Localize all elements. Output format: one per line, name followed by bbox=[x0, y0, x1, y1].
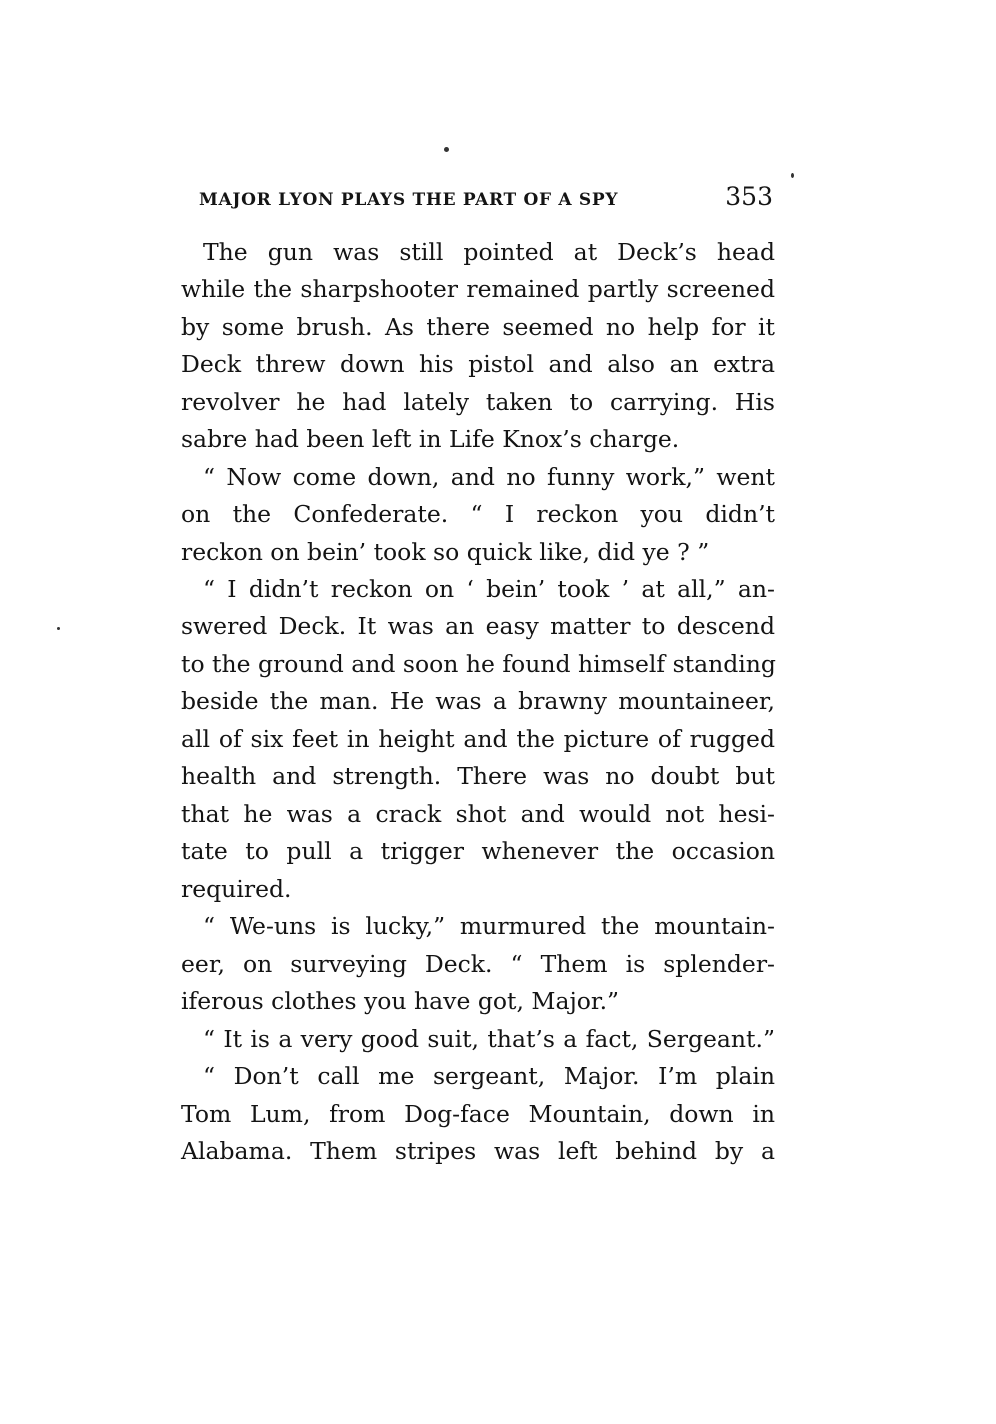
text-line: “ Now come down, and no funny work,” went bbox=[203, 463, 775, 491]
text-line: reckon on bein’ took so quick like, did ye ? ” bbox=[181, 538, 710, 566]
text-line: Deck threw down his pistol and also an extra bbox=[181, 350, 775, 378]
running-head bbox=[181, 176, 775, 216]
text-line: eer, on surveying Deck. “ Them is splender- bbox=[181, 950, 775, 978]
text-line: revolver he had lately taken to carrying. His bbox=[181, 388, 775, 416]
ink-speck bbox=[57, 627, 60, 630]
text-line: beside the man. He was a brawny mountaineer, bbox=[181, 687, 775, 715]
text-line: required. bbox=[181, 875, 292, 903]
text-line: on the Confederate. “ I reckon you didn’t bbox=[181, 500, 775, 528]
text-line: to the ground and soon he found himself standing bbox=[181, 650, 776, 678]
text-line: swered Deck. It was an easy matter to descend bbox=[181, 612, 775, 640]
text-line: sabre had been left in Life Knox’s charge. bbox=[181, 425, 680, 453]
ink-speck bbox=[791, 173, 794, 178]
text-line: “ I didn’t reckon on ‘ bein’ took ’ at all,” an- bbox=[203, 575, 775, 603]
running-title: MAJOR LYON PLAYS THE PART OF A SPY bbox=[199, 190, 619, 210]
text-line: iferous clothes you have got, Major.” bbox=[181, 987, 620, 1015]
text-line: all of six feet in height and the picture of rugged bbox=[181, 725, 775, 753]
text-line: health and strength. There was no doubt but bbox=[181, 762, 775, 790]
text-line: while the sharpshooter remained partly screened bbox=[181, 275, 775, 303]
text-line: The gun was still pointed at Deck’s head bbox=[203, 238, 775, 266]
page-number: 353 bbox=[725, 182, 773, 211]
text-line: by some brush. As there seemed no help for it bbox=[181, 313, 775, 341]
text-line: “ We-uns is lucky,” murmured the mountain- bbox=[203, 912, 775, 940]
text-line: Tom Lum, from Dog-face Mountain, down in bbox=[181, 1100, 775, 1128]
ink-speck bbox=[444, 147, 449, 152]
text-line: tate to pull a trigger whenever the occasion bbox=[181, 837, 775, 865]
text-line: “ It is a very good suit, that’s a fact, Sergeant.” bbox=[203, 1025, 775, 1053]
text-line: that he was a crack shot and would not hesi- bbox=[181, 800, 775, 828]
text-line: Alabama. Them stripes was left behind by a bbox=[181, 1137, 775, 1165]
text-line: “ Don’t call me sergeant, Major. I’m plain bbox=[203, 1062, 775, 1090]
